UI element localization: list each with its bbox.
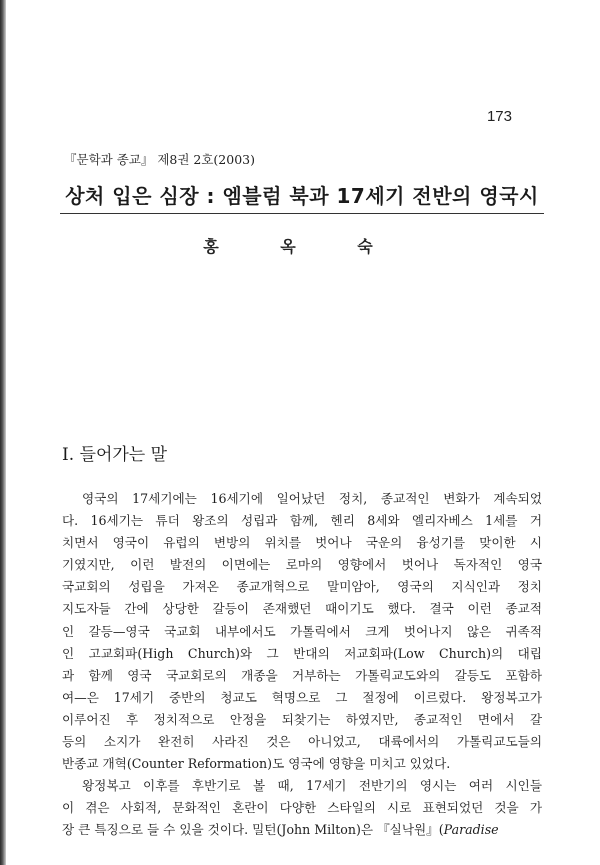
scan-binding-edge	[0, 0, 6, 865]
journal-reference: 『문학과 종교』 제8권 2호(2003)	[64, 152, 255, 167]
title-underline	[60, 213, 544, 214]
paragraph-line: 치면서 영국이 유럽의 변방의 위치를 벗어나 국운의 융성기를 맞이한 시	[62, 535, 542, 551]
paragraph-line-text: 장 큰 특징으로 들 수 있을 것이다. 밀턴(John Milton)은 『실낙원』(	[62, 822, 444, 838]
paragraph-line: 이루어진 후 정치적으로 안정을 되찾기는 하였지만, 종교적인 면에서 갈	[62, 711, 542, 727]
paragraph-line: 인 갈등—영국 국교회 내부에서도 가톨릭에서 크게 벗어나지 않은 귀족적	[62, 623, 542, 639]
paragraph-line: 기였지만, 이런 발전의 이면에는 로마의 영향에서 벗어나 독자적인 영국	[62, 557, 542, 573]
paragraph-line: 영국의 17세기에는 16세기에 일어났던 정치, 종교적인 변화가 계속되었	[82, 491, 542, 506]
paragraph-line: 여—은 17세기 중반의 청교도 혁명으로 그 절정에 이르렀다. 왕정복고가	[62, 689, 542, 705]
paragraph-line: 국교회의 성립을 가져온 종교개혁으로 말미암아, 영국의 지식인과 정치	[62, 579, 542, 595]
author-name: 홍 옥 숙	[203, 237, 401, 256]
body-paragraphs	[62, 488, 542, 842]
article-title: 상처 입은 심장 : 엠블럼 북과 17세기 전반의 영국시	[65, 184, 539, 208]
paragraph-line: 왕정복고 이후를 후반기로 볼 때, 17세기 전반기의 영시는 여러 시인들	[82, 778, 542, 794]
paragraph-line: 다. 16세기는 튜더 왕조의 성립과 함께, 헨리 8세와 엘리자베스 1세를 거	[62, 513, 542, 529]
paragraph-line: 과 함께 영국 국교회로의 개종을 거부하는 가톨릭교도와의 갈등도 포함하	[62, 667, 542, 683]
italic-title-paradise: Paradise	[443, 822, 499, 838]
paragraph-line: 이 겪은 사회적, 문화적인 혼란이 다양한 스타일의 시로 표현되었던 것을 가	[62, 800, 542, 816]
section-heading: I. 들어가는 말	[62, 445, 168, 465]
paragraph-line: 등의 소지가 완전히 사라진 것은 아니었고, 대륙에서의 가톨릭교도들의	[62, 734, 542, 750]
page-number: 173	[486, 108, 512, 125]
paragraph-line: 반종교 개혁(Counter Reformation)도 영국에 영향을 미치고 있었다.	[62, 756, 451, 772]
paragraph-line: 지도자들 간에 상당한 갈등이 존재했던 때이기도 했다. 결국 이런 종교적	[62, 601, 542, 617]
paragraph-line: 인 고교회파(High Church)와 그 반대의 저교회파(Low Church)의 대립	[62, 645, 542, 661]
paragraph-line-last	[62, 819, 542, 841]
